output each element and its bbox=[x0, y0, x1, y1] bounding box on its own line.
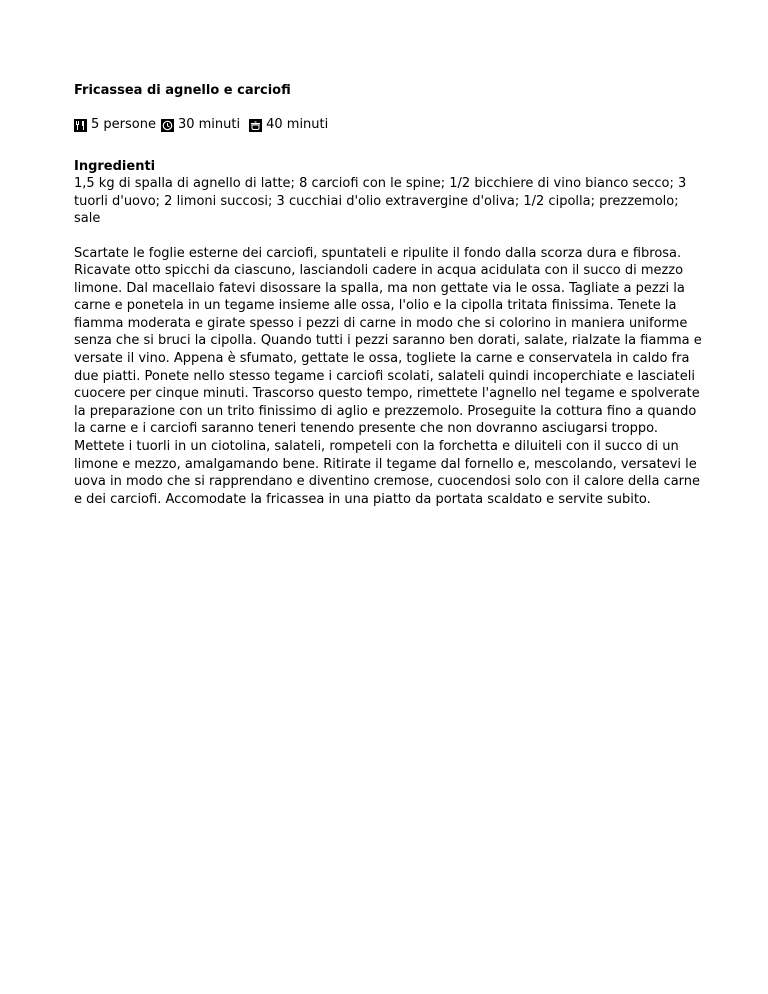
ingredients-heading: Ingredienti bbox=[74, 159, 156, 174]
cook-time-text: 40 minuti bbox=[266, 117, 329, 132]
prep-time-info bbox=[161, 116, 240, 134]
clock-icon bbox=[161, 119, 174, 132]
ingredients-list: 1,5 kg di spalla di agnello di latte; 8 carciofi con le spine; 1/2 bicchiere di vino bianco secco; 3 tuorli d'uovo; 2 limoni succosi; 3 cucchiai d'olio extravergine d'oliva; 1/2 cipolla; prezzemolo; sale bbox=[74, 176, 687, 226]
recipe-meta bbox=[74, 116, 704, 134]
cook-time-info bbox=[249, 116, 328, 134]
recipe-title: Fricassea di agnello e carciofi bbox=[74, 83, 291, 98]
prep-time-text: 30 minuti bbox=[177, 117, 241, 132]
recipe-page bbox=[74, 82, 704, 521]
servings-info bbox=[74, 116, 156, 134]
cutlery-icon bbox=[74, 119, 87, 132]
servings-text: 5 persone bbox=[91, 117, 156, 132]
pot-icon bbox=[249, 119, 262, 132]
instructions-text: Scartate le foglie esterne dei carciofi, spuntateli e ripulite il fondo dalla scorza dura e fibrosa. Ricavate otto spicchi da ciascuno, lasciandoli cadere in acqua acidulata con il succo di mezzo limone. Dal macellaio fatevi disossare la spalla, ma non gettate via le ossa. Tagliate a pezzi la carne e ponetela in un tegame insieme alle ossa, l'olio e la cipolla tritata finissima. Tenete la fiamma moderata e girate spesso i pezzi di carne in modo che si colorino in maniera uniforme senza che si bruci la cipolla. Quando tutti i pezzi saranno ben dorati, salate, rialzate la fiamma e versate il vino. Appena è sfumato, gettate le ossa, togliete la carne e conservatela in caldo fra due piatti. Ponete nello stesso tegame i carciofi scolati, salateli quindi incoperchiate e lasciateli cuocere per cinque minuti. Trascorso questo tempo, rimettete l'agnello nel tegame e spolverate la preparazione con un trito finissimo di aglio e prezzemolo. Proseguite la cottura fino a quando la carne e i carciofi saranno teneri tenendo presente che non dovranno asciugarsi troppo. Mettete i tuorli in un ciotolina, salateli, rompeteli con la forchetta e diluiteli con il succo di un limone e mezzo, amalgamando bene. Ritirate il tegame dal fornello e, mescolando, versatevi le uova in modo che si rapprendano e diventino cremose, cuocendosi solo con il calore della carne e dei carciofi. Accomodate la fricassea in una piatto da portata scaldato e servite subito. bbox=[74, 245, 702, 507]
